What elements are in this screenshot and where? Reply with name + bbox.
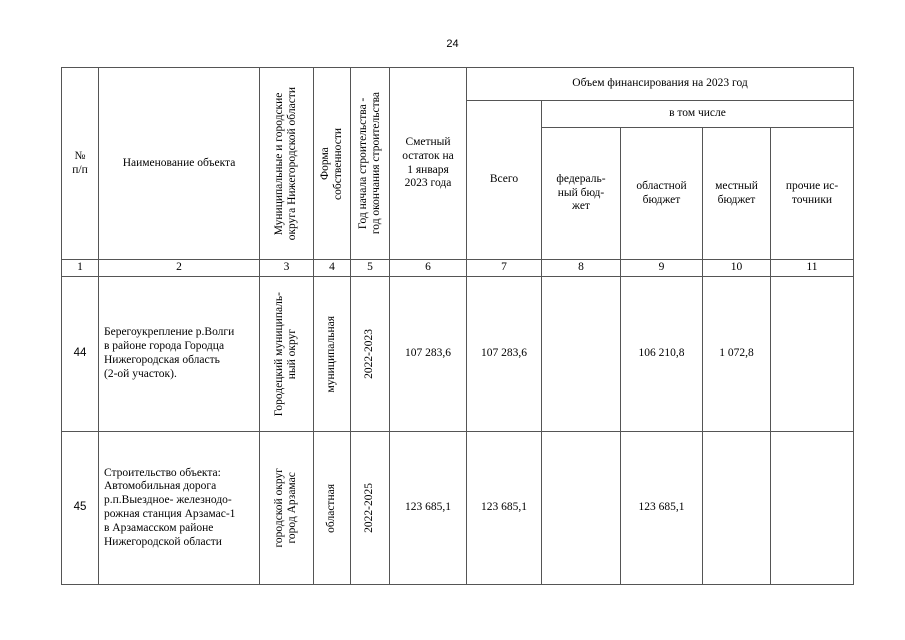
row-num: 44 xyxy=(62,277,99,432)
header-federal: федераль- ный бюд- жет xyxy=(542,128,621,260)
row-local xyxy=(703,432,771,585)
row-other xyxy=(771,277,854,432)
table-row xyxy=(62,432,854,585)
financing-table xyxy=(61,67,854,585)
row-regional: 106 210,8 xyxy=(621,277,703,432)
col-number: 3 xyxy=(260,260,314,277)
header-including: в том числе xyxy=(542,101,854,128)
row-balance: 107 283,6 xyxy=(390,277,467,432)
col-number: 6 xyxy=(390,260,467,277)
row-total: 107 283,6 xyxy=(467,277,542,432)
row-num: 45 xyxy=(62,432,99,585)
row-federal xyxy=(542,277,621,432)
col-number: 5 xyxy=(351,260,390,277)
row-municipality: городской округ город Арзамас xyxy=(260,432,314,585)
header-regional: областной бюджет xyxy=(621,128,703,260)
col-number: 11 xyxy=(771,260,854,277)
col-number: 8 xyxy=(542,260,621,277)
header-financing-group: Объем финансирования на 2023 год xyxy=(467,68,854,101)
row-total: 123 685,1 xyxy=(467,432,542,585)
col-number: 4 xyxy=(314,260,351,277)
header-total: Всего xyxy=(467,101,542,260)
header-num: № п/п xyxy=(62,68,99,260)
row-federal xyxy=(542,432,621,585)
row-municipality: Городецкий муниципаль- ный округ xyxy=(260,277,314,432)
header-ownership: Форма собственности xyxy=(314,68,351,260)
col-number: 10 xyxy=(703,260,771,277)
header-other: прочие ис- точники xyxy=(771,128,854,260)
row-years: 2022-2023 xyxy=(351,277,390,432)
col-number: 7 xyxy=(467,260,542,277)
row-name: Строительство объекта: Автомобильная дорога р.п.Выездное- железнодо- рожная станция Арзамас-1 в Арзамасском районе Нижегородской области xyxy=(99,432,260,585)
header-local: местный бюджет xyxy=(703,128,771,260)
row-balance: 123 685,1 xyxy=(390,432,467,585)
col-number: 9 xyxy=(621,260,703,277)
row-local: 1 072,8 xyxy=(703,277,771,432)
row-regional: 123 685,1 xyxy=(621,432,703,585)
row-ownership: областная xyxy=(314,432,351,585)
col-number: 1 xyxy=(62,260,99,277)
header-years: Год начала строительства - год окончания строительства xyxy=(351,68,390,260)
header-name: Наименование объекта xyxy=(99,68,260,260)
row-years: 2022-2025 xyxy=(351,432,390,585)
column-numbers-row xyxy=(62,260,854,277)
header-municipality: Муниципальные и городские округа Нижегородской области xyxy=(260,68,314,260)
table-row xyxy=(62,277,854,432)
row-other xyxy=(771,432,854,585)
col-number: 2 xyxy=(99,260,260,277)
page-number: 24 xyxy=(446,38,459,50)
row-ownership: муниципальная xyxy=(314,277,351,432)
header-balance: Сметный остаток на 1 января 2023 года xyxy=(390,68,467,260)
row-name: Берегоукрепление р.Волги в районе города Городца Нижегородская область (2-ой участок). xyxy=(99,277,260,432)
